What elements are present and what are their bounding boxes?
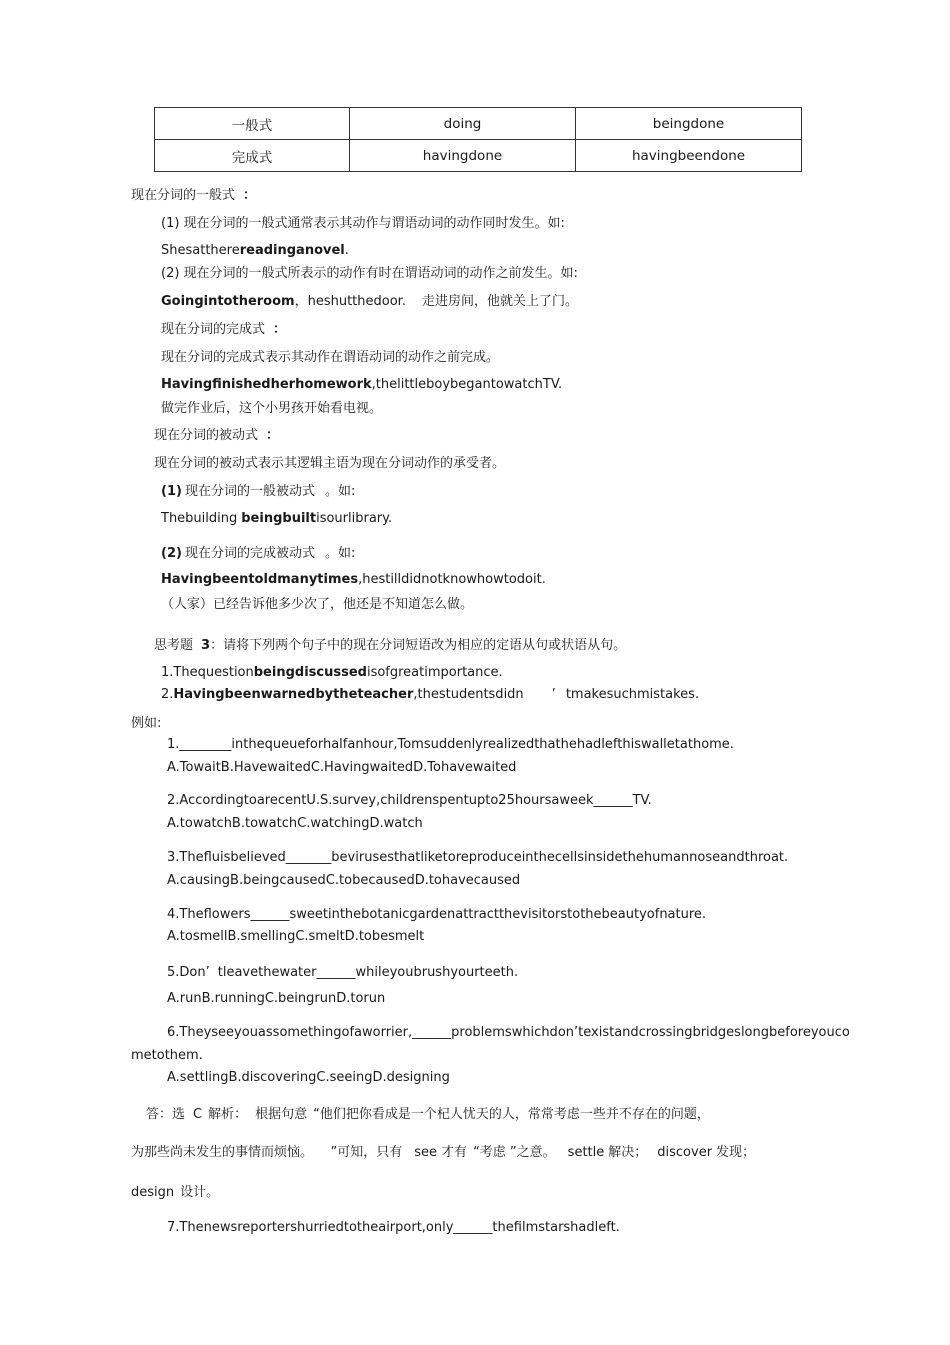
text: 现在分词的完成被动式 [184,546,315,561]
heading-colon: ： [266,428,280,443]
section-heading [161,322,286,338]
text: C [193,1107,203,1122]
text: 解决； [608,1145,648,1160]
options: A.TowaitB.HavewaitedC.HavingwaitedD.Tohavewaited [167,760,517,775]
options: A.settlingB.discoveringC.seeingD.designing [167,1070,450,1085]
text: Shesatthere [161,243,240,258]
text: “考虑 ”之意。 [473,1145,556,1160]
apostrophe: ’ [205,965,210,980]
options: A.runB.runningC.beingrunD.torun [167,991,386,1006]
number: (1) [161,484,182,499]
example-sentence [161,377,562,393]
translation: 走进房间，他就关上了门。 [421,294,578,309]
label: 思考题 [154,638,194,653]
table-row [155,108,802,140]
table-cell: 完成式 [155,140,350,172]
text: isofgreatimportance. [366,665,503,680]
bold-text: beingbuilt [241,511,317,526]
text: 5.Don [167,965,206,980]
bold-text: Havingfinishedherhomework [161,377,372,392]
text: settle [567,1145,605,1160]
paragraph: 现在分词的被动式表示其逻辑主语为现在分词动作的承受者。 [154,456,506,471]
text: design [131,1185,175,1200]
text: ,hestilldidnotknowhowtodoit. [358,572,546,587]
question: 3.Thefluisbelieved_______bevirusesthatliketoreproduceinthecellsinsidethehumannoseandthroat. [167,850,789,865]
text: ：请将下列两个句子中的现在分词短语改为相应的定语从句或状语从句。 [210,638,627,653]
options: A.tosmellB.smellingC.smeltD.tobesmelt [167,929,425,944]
question: 7.Thenewsreportershurriedtotheairport,only______thefilmstarshadleft. [167,1220,620,1235]
text: Thebuilding [161,511,238,526]
table-cell: 一般式 [155,108,350,140]
text: . [344,243,349,258]
text: “他们把你看成是一个杞人忧天的人，常常考虑一些并不存在的问题， [313,1107,710,1122]
text: 为那些尚未发生的事情而烦恼。 [131,1145,307,1160]
text: 解析： [208,1107,248,1122]
paragraph: 现在分词的完成式表示其动作在谓语动词的动作之前完成。 [161,350,500,365]
subheading [161,546,355,562]
section-heading [154,428,279,444]
table-row [155,140,802,172]
translation: （人家）已经告诉他多少次了，他还是不知道怎么做。 [161,597,474,612]
text: see [414,1145,438,1160]
apostrophe: ’ [551,687,556,702]
heading-text: 现在分词的完成式 [161,322,266,337]
bold-text: Goingintotheroom [161,294,295,309]
text: tleavethewater______whileyoubrushyourteeth. [217,965,519,980]
think-question [154,638,626,654]
text: ”可知，只有 [330,1145,403,1160]
number: 3 [201,638,211,653]
bold-text: readinganovel [239,243,345,258]
text: 现在分词的一般被动式 [184,484,315,499]
question: 2.AccordingtoarecentU.S.survey,childrenspentupto25hoursaweek______TV. [167,793,652,808]
text: ,thestudentsdidn [413,687,524,702]
question: 1.________inthequeueforhalfanhour,Tomsuddenlyrealizedthathehadlefthiswalletathome. [167,737,734,752]
text: 根据句意 [255,1107,308,1122]
example-sentence [161,572,546,588]
subheading [161,484,355,500]
paragraph: (1) 现在分词的一般式通常表示其动作与谓语动词的动作同时发生。如: [161,216,565,231]
heading-colon: ： [273,322,287,337]
question: 4.Theflowers______sweetinthebotanicgardenattractthevisitorstothebeautyofnature. [167,907,707,922]
example-sentence [161,294,578,310]
paragraph: (2) 现在分词的一般式所表示的动作有时在谓语动词的动作之前发生。如: [161,266,578,281]
table-cell: havingdone [350,140,576,172]
table-cell: doing [350,108,576,140]
text: 6.Theyseeyouassomethingofaworrier,______problemswhichdon [167,1025,575,1040]
heading-colon: ： [243,188,257,203]
text: 2. [161,687,174,702]
table-cell: beingdone [576,108,802,140]
text: discover [657,1145,713,1160]
number: (2) [161,546,182,561]
examples-label: 例如: [131,716,162,731]
heading-text: 现在分词的一般式 [131,188,236,203]
answer-line [131,1145,755,1161]
question [167,1025,850,1041]
table-cell: havingbeendone [576,140,802,172]
text: ,thelittleboybegantowatchTV. [371,377,563,392]
text: 才有 [441,1145,468,1160]
bold-text: Havingbeentoldmanytimes [161,572,359,587]
text: 发现； [716,1145,756,1160]
answer-line [146,1107,710,1123]
heading-text: 现在分词的被动式 [154,428,259,443]
apostrophe: ’ [574,1025,579,1040]
text: isourlibrary. [316,511,393,526]
text: 。如: [324,484,356,499]
text: tmakesuchmistakes. [565,687,700,702]
section-heading [131,188,256,204]
text: 设计。 [180,1185,220,1200]
options: A.causingB.beingcausedC.tobecausedD.tohavecaused [167,873,521,888]
bold-text: Havingbeenwarnedbytheteacher [173,687,414,702]
translation: 做完作业后，这个小男孩开始看电视。 [161,401,383,416]
text: ，heshutthedoor. [294,294,406,309]
example-sentence [161,243,349,259]
participle-forms-table [154,107,802,172]
text: 答：选 [146,1107,186,1122]
question [167,965,518,981]
answer-line [131,1185,219,1201]
text: texistandcrossingbridgeslongbeforeyouco [578,1025,850,1040]
question-continued: metothem. [131,1048,203,1063]
text: 1.Thequestion [161,665,254,680]
options: A.towatchB.towatchC.watchingD.watch [167,816,423,831]
example-sentence [161,511,392,527]
think-item [161,687,699,703]
text: 。如: [324,546,356,561]
bold-text: beingdiscussed [253,665,367,680]
think-item [161,665,503,681]
